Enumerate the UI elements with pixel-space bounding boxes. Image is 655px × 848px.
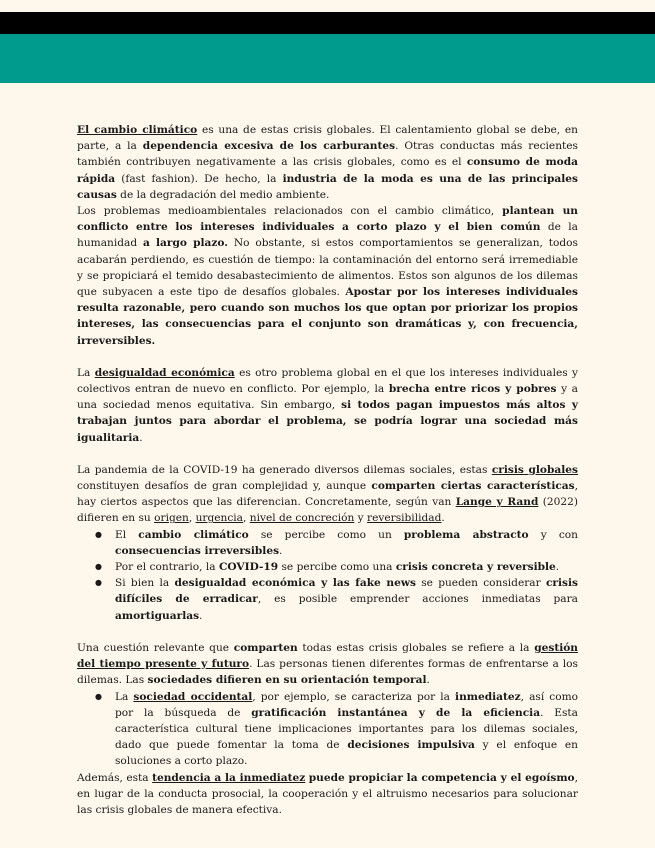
text: . Las personas tienen diferentes formas de enfrentarse a los dilemas. Las <box>77 658 578 687</box>
paragraph-environmental-conflict <box>77 203 578 349</box>
list-item <box>115 559 578 575</box>
emphasis: problema abstracto <box>403 528 529 541</box>
term-origin: origen <box>154 512 189 525</box>
text: es otro problema global en el que los intereses individuales y colectivos entran de nuevo en conflicto. Por ejemplo, la <box>77 366 578 396</box>
text: (fast fashion). De hecho, la <box>115 172 283 185</box>
term-time-management: gestión del tiempo presente y futuro <box>77 641 579 671</box>
text: La <box>77 366 95 379</box>
spacer <box>77 349 578 365</box>
emphasis: plantean un conflicto entre los intereses individuales a corto plazo y el bien común <box>77 205 578 234</box>
text: , por ejemplo, se caracteriza por la <box>252 690 456 703</box>
emphasis: gratificación instantánea y de la eficiencia <box>251 706 541 719</box>
term-immediacy: tendencia a la inmediatez <box>152 771 306 784</box>
western-society-list <box>77 689 578 770</box>
document-body <box>77 122 578 818</box>
emphasis: decisiones impulsiva <box>347 739 475 752</box>
text: (2022) difieren en su <box>77 496 578 525</box>
list-item <box>115 527 578 559</box>
paragraph-immediacy <box>77 770 578 819</box>
emphasis: comparten <box>233 641 298 654</box>
emphasis: Apostar por los intereses individuales resulta razonable, pero cuando son muchos los que optan por priorizar los propios intereses, las consecuencias para el conjunto son dramáticas y, con frecuencia, irreversibles. <box>77 286 578 347</box>
text: . <box>279 544 283 557</box>
term-economic-inequality: desigualdad económica <box>94 366 235 379</box>
text: . <box>426 674 430 687</box>
term-western-society: sociedad occidental <box>133 690 253 703</box>
emphasis: puede propiciar la competencia y el egoísmo <box>308 771 575 784</box>
emphasis: crisis difíciles de erradicar <box>115 577 578 606</box>
crisis-differences-list <box>77 527 578 624</box>
text: . <box>199 609 203 622</box>
text: , así como por la búsqueda de <box>115 690 578 719</box>
text: se percibe como un <box>248 528 404 541</box>
paragraph-covid-pandemic <box>77 462 578 527</box>
header-black-bar <box>0 12 655 34</box>
emphasis: comparten ciertas características <box>371 480 575 493</box>
emphasis: consumo de moda rápida <box>77 156 579 185</box>
text: , <box>243 512 250 525</box>
text: . <box>139 431 143 444</box>
emphasis: consecuencias irreversibles <box>115 544 280 557</box>
paragraph-time-management <box>77 640 578 689</box>
emphasis: COVID-19 <box>218 561 279 574</box>
text: Además, esta <box>77 771 153 784</box>
text: todas estas crisis globales se refiere a la <box>297 641 535 654</box>
text: , <box>188 512 196 525</box>
text: y a una sociedad menos equitativa. Sin embargo, <box>77 383 578 412</box>
text: La pandemia de la COVID-19 ha generado diversos dilemas sociales, estas <box>77 463 492 476</box>
citation-lange-rand: Lange y Rand <box>455 496 539 509</box>
text: es una de estas crisis globales. El calentamiento global se debe, en parte, a la <box>77 124 578 153</box>
text: se percibe como una <box>278 561 396 574</box>
header-teal-bar <box>0 34 655 83</box>
emphasis: crisis concreta y reversible <box>395 561 556 574</box>
term-climate-change: El cambio climático <box>77 124 198 136</box>
text: de la degradación del medio ambiente. <box>116 188 330 201</box>
text: El <box>115 528 139 541</box>
text: , es posible emprender acciones inmediatas para <box>257 593 579 606</box>
term-concreteness: nivel de concreción <box>249 512 355 525</box>
text: Una cuestión relevante que <box>77 641 234 654</box>
spacer <box>77 624 578 640</box>
text: . Esta característica cultural tiene implicaciones importantes para los dilemas sociales, dado que puede fomentar la toma de <box>115 706 578 752</box>
term-urgency: urgencia <box>195 512 243 525</box>
text: Por el contrario, la <box>115 561 219 574</box>
text: se pueden considerar <box>415 577 546 590</box>
emphasis: desigualdad económica y las fake news <box>174 577 416 590</box>
paragraph-climate-change <box>77 122 578 203</box>
emphasis: si todos pagan impuestos más altos y trabajan juntos para abordar el problema, se podría lograr una sociedad más igualitaria <box>77 399 578 444</box>
text: No obstante, si estos comportamientos se generalizan, todos acabarán perdiendo, es cuestión de tiempo: la contaminación del entorno será irremediable y se propiciará el temido desabastecimiento de alimentos. Estos son algunos de los dilemas que subyacen a este tipo de desafíos globales. <box>77 237 578 299</box>
list-item <box>115 689 578 770</box>
text: de la humanidad <box>77 221 578 250</box>
emphasis: industria de la moda es una de las principales causas <box>77 172 578 201</box>
text: y con <box>528 528 578 541</box>
emphasis: a largo plazo. <box>142 237 228 250</box>
text: . <box>441 512 445 525</box>
text: constituyen desafíos de gran complejidad y, aunque <box>77 480 372 493</box>
emphasis: sociedades difieren en su orientación temporal <box>147 674 427 687</box>
text: . <box>555 561 560 574</box>
term-reversibility: reversibilidad <box>367 512 442 525</box>
emphasis: inmediatez <box>455 690 521 703</box>
emphasis: dependencia excesiva de los carburantes <box>142 140 396 153</box>
emphasis: brecha entre ricos y pobres <box>388 383 557 396</box>
text: , hay ciertos aspectos que las diferencian. Concretamente, según van <box>77 480 578 509</box>
list-item <box>115 575 578 624</box>
text: Si bien la <box>115 577 175 590</box>
text: , en lugar de la conducta prosocial, la cooperación y el altruismo necesarios para solucionar las crisis globales de manera efectiva. <box>77 771 578 816</box>
text: . Otras conductas más recientes también contribuyen negativamente a las crisis globales, como es el <box>77 140 578 169</box>
text: La <box>115 690 134 703</box>
text: y <box>354 512 368 525</box>
text: Los problemas medioambientales relacionados con el cambio climático, <box>77 205 503 218</box>
emphasis: cambio climático <box>138 528 249 541</box>
paragraph-economic-inequality <box>77 365 578 446</box>
emphasis: amortiguarlas <box>115 609 200 622</box>
spacer <box>77 446 578 462</box>
text: y el enfoque en soluciones a corto plazo. <box>115 739 578 768</box>
term-global-crises: crisis globales <box>491 463 579 476</box>
